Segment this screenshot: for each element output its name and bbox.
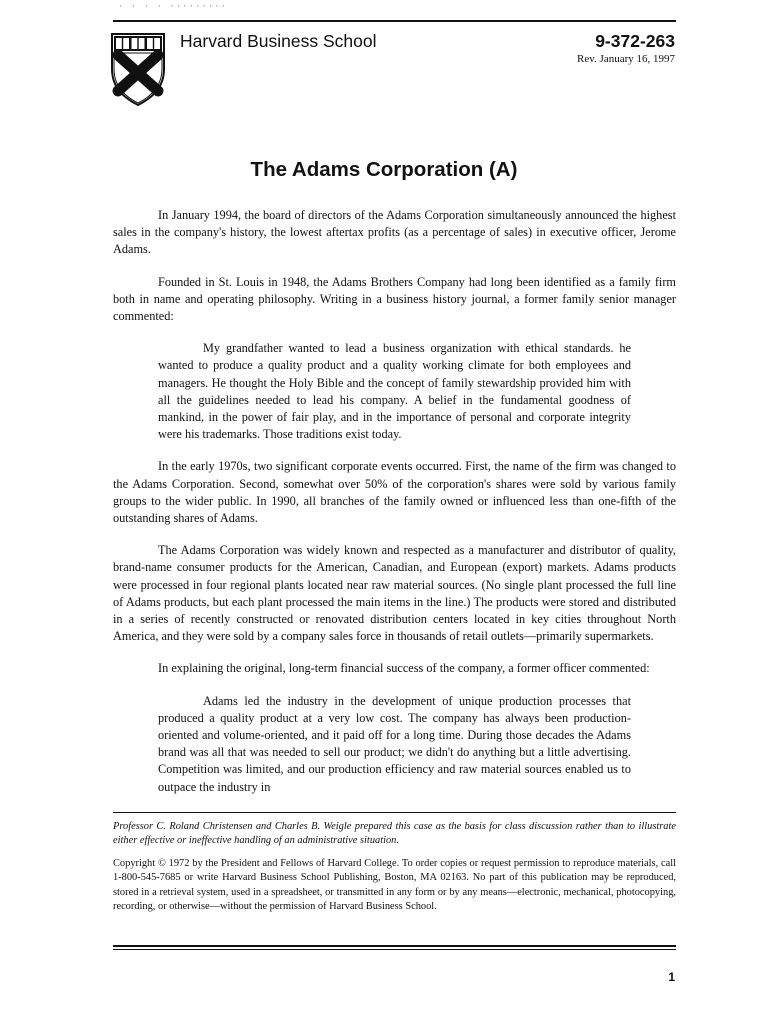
scan-artifact: · · · · ········· — [118, 2, 228, 12]
harvard-shield-icon — [110, 31, 166, 107]
revision-date: Rev. January 16, 1997 — [577, 53, 675, 65]
author-credit: Professor C. Roland Christensen and Charles B. Weigle prepared this case as the basis for class discussion rather than to illustrate either effective or ineffective handling of an administrative situation. — [113, 821, 676, 847]
copyright-notice: Copyright © 1972 by the President and Fellows of Harvard College. To order copies or request permission to reproduce materials, call 1-800-545-7685 or write Harvard Business School Publishing, Boston, MA 02163. No part of this publication may be reproduced, stored in a retrieval system, used in a spreadsheet, or transmitted in any form or by any means—electronic, mechanical, photocopying, recording, or otherwise—without the permission of Harvard Business School. — [113, 857, 676, 913]
paragraph: The Adams Corporation was widely known and respected as a manufacturer and distributor of quality, brand-name consumer products for the American, Canadian, and European (export) markets. Adams products were processed in four regional plants located near raw material sources. (No single plant processed the full line of Adams products, but each plant processed the main items in the line.) The products were stored and distributed in a series of recently constructed or renovated distribution centers located in key cities throughout North America, and they were sold by a company sales force in thousands of retail outlets—primarily supermarkets. — [113, 543, 676, 644]
paragraph: Founded in St. Louis in 1948, the Adams Brothers Company had long been identified as a family firm both in name and operating philosophy. Writing in a business history journal, a former family senior manager commented: — [113, 274, 676, 324]
school-name: Harvard Business School — [180, 31, 377, 51]
paragraph: In the early 1970s, two significant corporate events occurred. First, the name of the firm was changed to the Adams Corporation. Second, somewhat over 50% of the corporation's shares were sold by various family groups to the wider public. In 1990, all branches of the family owned or influenced less than one-fifth of the outstanding shares of Adams. — [113, 459, 676, 526]
block-quote: My grandfather wanted to lead a business organization with ethical standards. he wanted to produce a quality product and a quality working climate for both employees and managers. He thought the Holy Bible and the concept of family stewardship provided him with all the guidelines needed to lead his company. A belief in the fundamental goodness of mankind, in the power of fair play, and in the importance of personal and corporate integrity were his trademarks. Those traditions exist today. — [158, 341, 631, 442]
page-number: 1 — [668, 970, 675, 984]
top-rule — [113, 20, 676, 22]
footer — [113, 820, 676, 914]
block-quote: Adams led the industry in the development of unique production processes that produced a quality product at a very low cost. The company has always been production-oriented and volume-oriented, and it paid off for a long time. During those decades the Adams brand was all that was needed to sell our product; we didn't do anything but a little advertising. Competition was limited, and our production efficiency and raw material sources enabled us to outpace the industry in — [158, 693, 631, 794]
document-body — [113, 207, 676, 811]
footnote-rule — [113, 812, 676, 813]
document-title: The Adams Corporation (A) — [250, 158, 518, 181]
bottom-rule — [113, 945, 676, 947]
paragraph: In explaining the original, long-term financial success of the company, a former officer commented: — [158, 661, 650, 676]
paragraph: In January 1994, the board of directors of the Adams Corporation simultaneously announced the highest sales in the company's history, the lowest aftertax profits (as a percentage of sales) in executive officer, Jerome Adams. — [113, 208, 676, 257]
case-number: 9-372-263 — [595, 31, 675, 51]
bottom-rule-thin — [113, 949, 676, 950]
